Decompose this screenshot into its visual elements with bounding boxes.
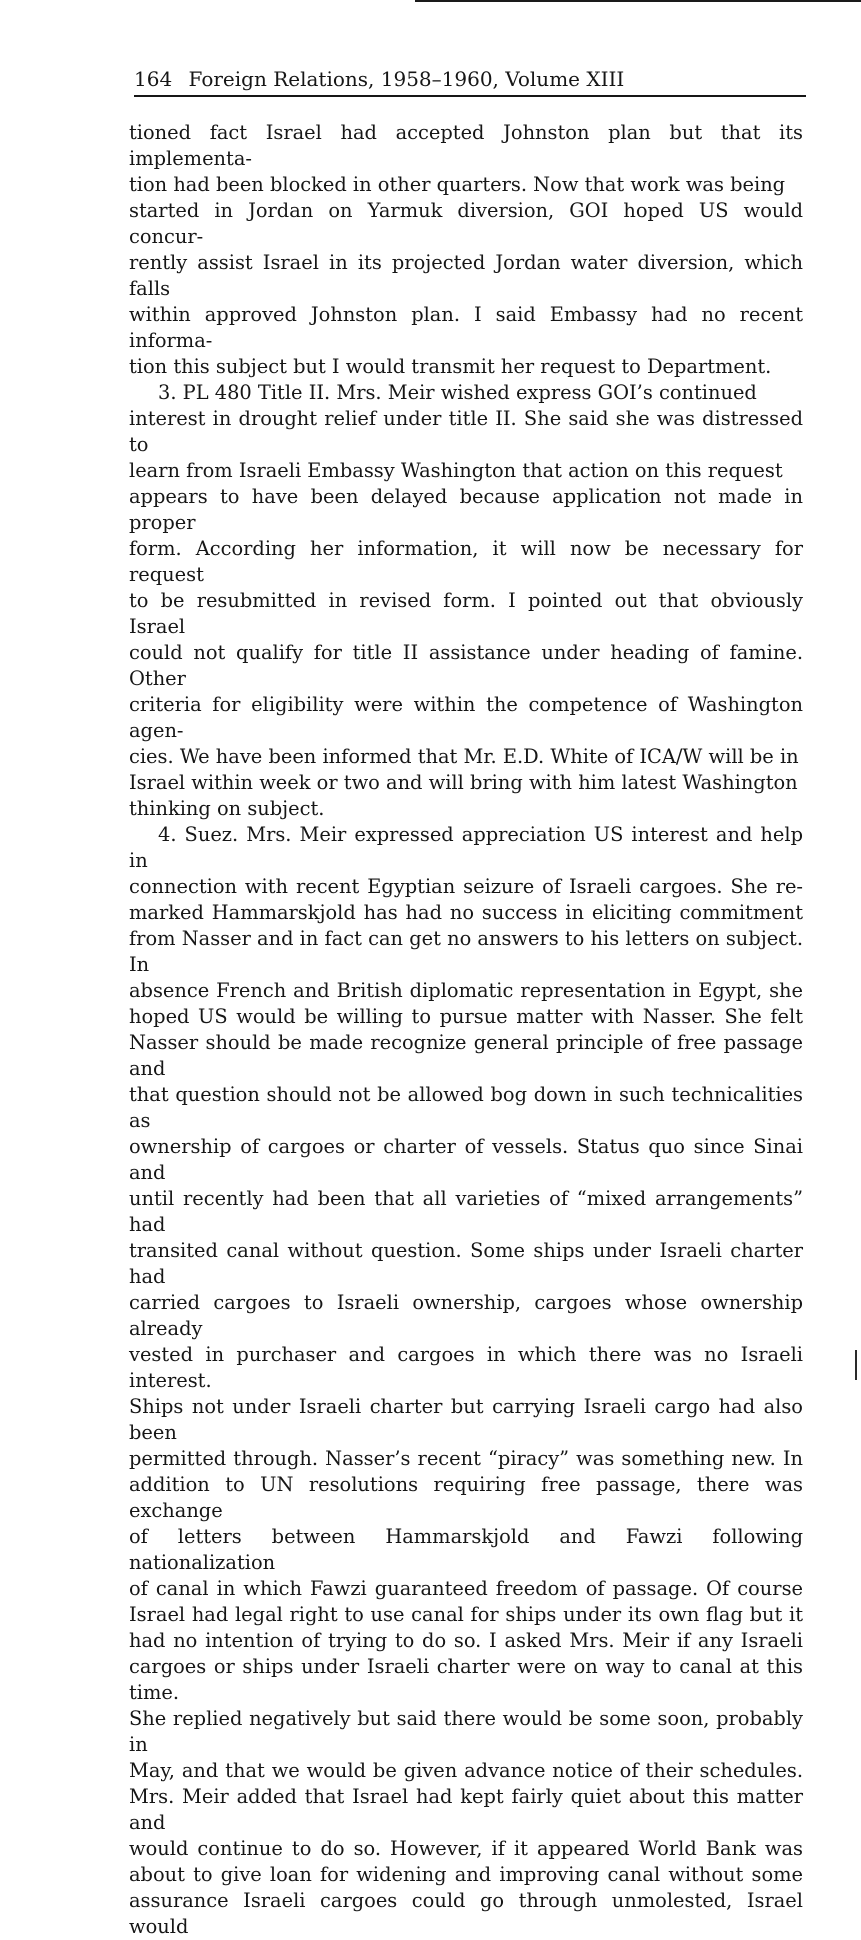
running-header [134,64,806,97]
paragraph-suez: 4. Suez. Mrs. Meir expressed appreciation US interest and help in connection with recent Egyptian seizure of Israeli cargoes. She re- marked Hammarskjold has had no success in eliciting commitment from Nasser and in fact can get no answers to his letters on subject. In absence French and British diplomatic representation in Egypt, she hoped US would be willing to pursue matter with Nasser. She felt Nasser should be made recognize general principle of free passage and that question should not be allowed bog down in such technicalities as ownership of cargoes or charter of vessels. Status quo since Sinai and until recently had been that all varieties of “mixed arrangements” had transited canal without question. Some ships under Israeli charter had carried cargoes to Israeli ownership, cargoes whose ownership already vested in purchaser and cargoes in which there was no Israeli interest. Ships not under Israeli charter but carrying Israeli cargo had also been permitted through. Nasser’s recent “piracy” was something new. In addition to UN resolutions requiring free passage, there was exchange of letters between Hammarskjold and Fawzi following nationalization of canal in which Fawzi guaranteed freedom of passage. Of course Israel had legal right to use canal for ships under its own flag but it had no intention of trying to do so. I asked Mrs. Meir if any Israeli cargoes or ships under Israeli charter were on way to canal at this time. She replied negatively but said there would be some soon, probably in May, and that we would be given advance notice of their schedules. Mrs. Meir added that Israel had kept fairly quiet about this matter and would continue to do so. However, if it appeared World Bank was about to give loan for widening and improving canal without some assurance Israeli cargoes could go through unmolested, Israel would [129,823,803,1938]
body-text [129,120,803,1940]
paragraph-continued: tioned fact Israel had accepted Johnston plan but that its implementa- tion had been blocked in other quarters. Now that work was being started in Jordan on Yarmuk diversion, GOI hoped US would concur- rently assist Israel in its projected Jordan water diversion, which falls within approved Johnston plan. I said Embassy had no recent informa- tion this subject but I would transmit her request to Department. [129,121,803,378]
running-title: Foreign Relations, 1958–1960, Volume XIII [188,67,625,91]
page-number: 164 [134,67,173,91]
page-right-edge-rule [855,1350,857,1380]
page-top-edge-rule [415,0,861,2]
paragraph-pl480-title-ii: 3. PL 480 Title II. Mrs. Meir wished express GOI’s continued interest in drought relief under title II. She said she was distressed to learn from Israeli Embassy Washington that action on this request appears to have been delayed because application not made in proper form. According her information, it will now be necessary for request to be resubmitted in revised form. I pointed out that obviously Israel could not qualify for title II assistance under heading of famine. Other criteria for eligibility were within the competence of Washington agen- cies. We have been informed that Mr. E.D. White of ICA/W will be in Israel within week or two and will bring with him latest Washington thinking on subject. [129,381,803,820]
